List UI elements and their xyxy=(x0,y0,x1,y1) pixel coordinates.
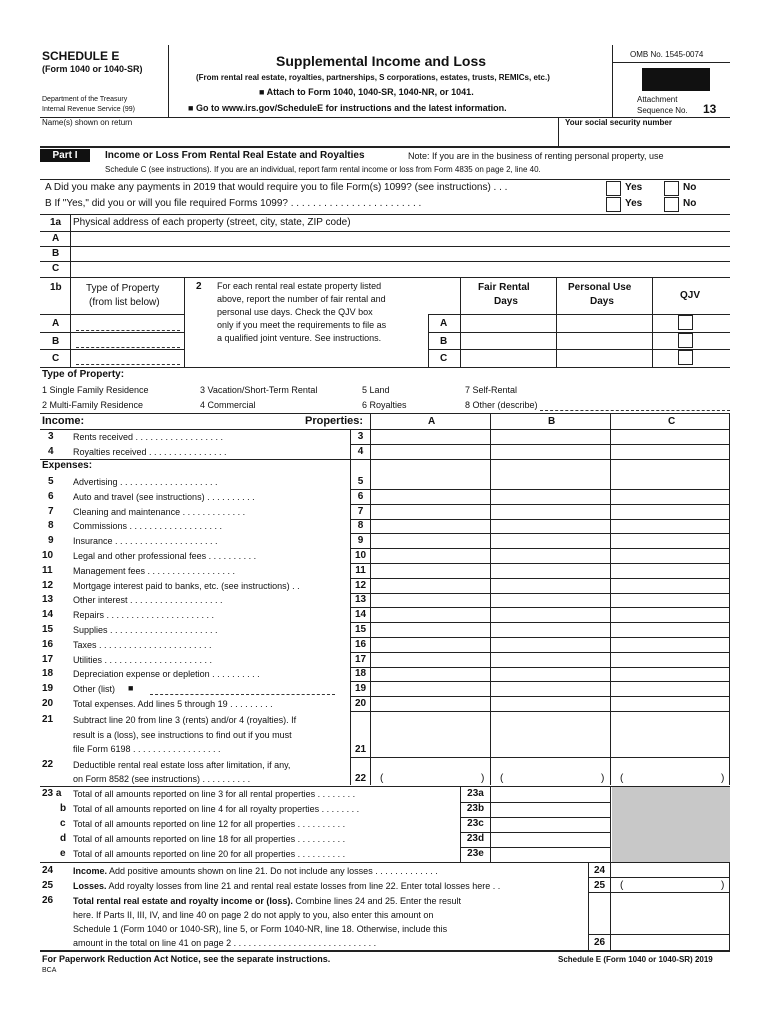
year-block xyxy=(642,68,710,91)
line-21-text-3: file Form 6198 . . . . . . . . . . . . . . . . . . xyxy=(73,744,221,754)
line-13-label: Other interest . . . . . . . . . . . . . . . . . . . xyxy=(73,595,223,605)
line-8-number: 8 xyxy=(48,520,54,531)
open-paren: ( xyxy=(620,880,624,891)
personal-use-days-header: Days xyxy=(590,296,614,307)
fair-rental-header: Fair Rental xyxy=(478,282,530,293)
line-6-box: 6 xyxy=(357,491,364,502)
row-label-b: B xyxy=(52,248,60,259)
line-15-label: Supplies . . . . . . . . . . . . . . . . . . . . . . xyxy=(73,625,218,635)
line-17-label: Utilities . . . . . . . . . . . . . . . . . . . . . . xyxy=(73,655,213,665)
sequence-number: 13 xyxy=(703,102,717,116)
property-type-6: 6 Royalties xyxy=(362,400,407,410)
line-22-box: 22 xyxy=(354,773,367,784)
personal-use-header: Personal Use xyxy=(568,282,632,293)
line-14-box: 14 xyxy=(354,609,367,620)
line-23c-label: Total of all amounts reported on line 12 for all properties . . . . . . . . . . xyxy=(73,819,346,829)
line-18-a-field[interactable] xyxy=(372,667,488,681)
line-26-number: 26 xyxy=(42,895,54,906)
line-1b-number: 1b xyxy=(50,282,62,293)
line-23e-field[interactable] xyxy=(492,848,608,862)
line-16-label: Taxes . . . . . . . . . . . . . . . . . . . . . . . xyxy=(73,640,212,650)
line-17-number: 17 xyxy=(42,654,54,665)
line-14-number: 14 xyxy=(42,609,54,620)
property-type-2: 2 Multi-Family Residence xyxy=(42,400,144,410)
line-26-text-1: Total rental real estate and royalty income or (loss). Combine lines 24 and 25. Enter the result xyxy=(73,896,462,906)
line-5-number: 5 xyxy=(48,476,54,487)
line-15-number: 15 xyxy=(42,624,54,635)
line-21-number: 21 xyxy=(42,714,54,725)
line-5-c-field[interactable] xyxy=(612,475,728,489)
yes-label: Yes xyxy=(625,182,643,193)
type-of-property-label: Type of Property xyxy=(86,283,160,294)
line-24-field[interactable] xyxy=(612,863,728,877)
column-a-header: A xyxy=(428,416,436,427)
line-2-text-5: a qualified joint venture. See instructions. xyxy=(217,333,382,343)
line-23d-number: d xyxy=(60,833,67,844)
shaded-area xyxy=(612,787,730,862)
line-24-number: 24 xyxy=(42,865,54,876)
line-15-c-field[interactable] xyxy=(612,623,728,637)
row-label-a: A xyxy=(52,233,60,244)
department-label: Department of the Treasury xyxy=(42,96,128,103)
property-type-1: 1 Single Family Residence xyxy=(42,385,149,395)
line-11-b-field[interactable] xyxy=(492,564,608,578)
part-note-continued: Schedule C (see instructions). If you are an individual, report farm rental income or loss from Form 4835 on page 2, line 40. xyxy=(105,165,541,174)
line-4-c-field[interactable] xyxy=(612,445,728,459)
line-16-number: 16 xyxy=(42,639,54,650)
line-7-a-field[interactable] xyxy=(372,505,488,519)
line-2-text-4: only if you meet the requirements to file as xyxy=(217,320,387,330)
qjv-b-checkbox[interactable] xyxy=(678,333,693,348)
property-type-3: 3 Vacation/Short-Term Rental xyxy=(200,385,318,395)
form-subtitle: (From rental real estate, royalties, partnerships, S corporations, estates, trusts, REMICs, etc.) xyxy=(196,73,550,82)
from-list-label: (from list below) xyxy=(89,297,160,308)
line-23e-label: Total of all amounts reported on line 20 for all properties . . . . . . . . . . xyxy=(73,849,346,859)
line-8-a-field[interactable] xyxy=(372,519,488,533)
line-1a-label: Physical address of each property (street, city, state, ZIP code) xyxy=(73,217,351,228)
line-8-label: Commissions . . . . . . . . . . . . . . . . . . . xyxy=(73,521,223,531)
address-b-field[interactable] xyxy=(74,247,728,261)
line-17-c-field[interactable] xyxy=(612,653,728,667)
line-16-c-field[interactable] xyxy=(612,638,728,652)
line-12-box: 12 xyxy=(354,580,367,591)
line-23c-box: 23c xyxy=(467,818,484,829)
fair-rental-days-c-field[interactable] xyxy=(462,350,554,364)
line-4-a-field[interactable] xyxy=(372,445,488,459)
fair-rental-days-b-field[interactable] xyxy=(462,333,554,347)
open-paren: ( xyxy=(620,773,624,784)
line-16-b-field[interactable] xyxy=(492,638,608,652)
line-8-box: 8 xyxy=(357,520,364,531)
line-23c-number: c xyxy=(60,818,66,829)
line-23b-box: 23b xyxy=(466,803,485,814)
line-13-box: 13 xyxy=(354,594,367,605)
row-label-b: B xyxy=(52,336,60,347)
line-7-number: 7 xyxy=(48,506,54,517)
line-3-c-field[interactable] xyxy=(612,430,728,444)
line-26-text-2: here. If Parts II, III, IV, and line 40 on page 2 do not apply to you, also enter this amount on xyxy=(73,910,434,920)
line-10-c-field[interactable] xyxy=(612,549,728,563)
part-note: Note: If you are in the business of renting personal property, use xyxy=(408,151,664,161)
line-19-box: 19 xyxy=(354,683,367,694)
line-18-box: 18 xyxy=(354,668,367,679)
line-10-b-field[interactable] xyxy=(492,549,608,563)
line-18-c-field[interactable] xyxy=(612,667,728,681)
other-list-field[interactable] xyxy=(150,694,335,695)
line-20-box: 20 xyxy=(354,698,367,709)
row-label-c: C xyxy=(52,353,60,364)
line-9-label: Insurance . . . . . . . . . . . . . . . . . . . . . xyxy=(73,536,218,546)
line-19-a-field[interactable] xyxy=(372,682,488,696)
line-21-c-field[interactable] xyxy=(612,740,728,754)
line-3-number: 3 xyxy=(48,431,54,442)
line-19-b-field[interactable] xyxy=(492,682,608,696)
row-label-c: C xyxy=(440,353,448,364)
goto-instruction: ■ Go to www.irs.gov/ScheduleE for instructions and the latest information. xyxy=(188,103,507,113)
line-23a-label: Total of all amounts reported on line 3 for all rental properties . . . . . . . . xyxy=(73,789,356,799)
line-3-b-field[interactable] xyxy=(492,430,608,444)
line-25-field[interactable] xyxy=(626,878,718,892)
no-label: No xyxy=(683,182,697,193)
line-22-text-1: Deductible rental real estate loss after limitation, if any, xyxy=(73,760,291,770)
line-6-a-field[interactable] xyxy=(372,490,488,504)
line-13-c-field[interactable] xyxy=(612,593,728,607)
line-3-label: Rents received . . . . . . . . . . . . . . . . . . xyxy=(73,432,224,442)
line-2-number: 2 xyxy=(196,281,202,292)
line-5-a-field[interactable] xyxy=(372,475,488,489)
line-5-label: Advertising . . . . . . . . . . . . . . . . . . . . xyxy=(73,477,218,487)
line-20-b-field[interactable] xyxy=(492,697,608,711)
line-9-a-field[interactable] xyxy=(372,534,488,548)
ssn-label: Your social security number xyxy=(565,118,672,127)
line-11-box: 11 xyxy=(355,565,366,576)
close-paren: ) xyxy=(721,773,725,784)
line-17-b-field[interactable] xyxy=(492,653,608,667)
line-23d-field[interactable] xyxy=(492,833,608,847)
line-9-c-field[interactable] xyxy=(612,534,728,548)
line-9-b-field[interactable] xyxy=(492,534,608,548)
omb-number: OMB No. 1545-0074 xyxy=(630,50,704,59)
question-b: B If "Yes," did you or will you file required Forms 1099? . . . . . . . . . . . . . . . . . . . . . . . . xyxy=(45,198,422,209)
line-22-number: 22 xyxy=(42,759,54,770)
line-7-label: Cleaning and maintenance . . . . . . . . . . . . . xyxy=(73,507,246,517)
line-6-c-field[interactable] xyxy=(612,490,728,504)
line-2-text-3: personal use days. Check the QJV box xyxy=(217,307,373,317)
close-paren: ) xyxy=(721,880,725,891)
line-7-b-field[interactable] xyxy=(492,505,608,519)
bca-label: BCA xyxy=(42,967,57,974)
form-identifier: Schedule E (Form 1040 or 1040-SR) 2019 xyxy=(558,955,713,964)
line-23b-field[interactable] xyxy=(492,803,608,817)
line-11-label: Management fees . . . . . . . . . . . . . . . . . . xyxy=(73,566,236,576)
property-type-8: 8 Other (describe) xyxy=(465,400,538,410)
line-23b-label: Total of all amounts reported on line 4 for all royalty properties . . . . . . . . xyxy=(73,804,360,814)
line-23b-number: b xyxy=(60,803,67,814)
main-title: Supplemental Income and Loss xyxy=(276,53,487,69)
line-7-box: 7 xyxy=(357,506,364,517)
line-6-number: 6 xyxy=(48,491,54,502)
sequence-label: Sequence No. xyxy=(637,106,688,115)
line-22-b-field[interactable] xyxy=(506,771,598,785)
property-type-c-field[interactable] xyxy=(76,364,180,365)
line-19-label: Other (list) xyxy=(73,684,116,694)
square-bullet-icon: ■ xyxy=(259,87,265,97)
line-26-text-3: Schedule 1 (Form 1040 or 1040-SR), line 5, or Form 1040-NR, line 18. Otherwise, include this xyxy=(73,924,448,934)
line-24-box: 24 xyxy=(593,865,606,876)
line-13-number: 13 xyxy=(42,594,54,605)
line-4-label: Royalties received . . . . . . . . . . . . . . . . xyxy=(73,447,227,457)
close-paren: ) xyxy=(601,773,605,784)
personal-use-days-b-field[interactable] xyxy=(558,333,650,347)
schedule-title: SCHEDULE E xyxy=(42,49,120,63)
line-4-number: 4 xyxy=(48,446,54,457)
line-21-text-2: result is a (loss), see instructions to find out if you must xyxy=(73,730,292,740)
line-11-a-field[interactable] xyxy=(372,564,488,578)
line-23d-label: Total of all amounts reported on line 18 for all properties . . . . . . . . . . xyxy=(73,834,346,844)
open-paren: ( xyxy=(380,773,384,784)
question-a-no-checkbox[interactable] xyxy=(664,181,679,196)
line-2-text-2: above, report the number of fair rental and xyxy=(217,294,386,304)
yes-label: Yes xyxy=(625,198,643,209)
row-label-b: B xyxy=(440,336,448,347)
line-14-a-field[interactable] xyxy=(372,608,488,622)
names-label: Name(s) shown on return xyxy=(42,118,133,127)
line-23a-box: 23a xyxy=(467,788,484,799)
line-21-text-1: Subtract line 20 from line 3 (rents) and/or 4 (royalties). If xyxy=(73,715,297,725)
line-26-field[interactable] xyxy=(612,934,728,948)
line-22-a-field[interactable] xyxy=(386,771,478,785)
question-a: A Did you make any payments in 2019 that would require you to file Form(s) 1099? (see instructions) . . . xyxy=(45,182,508,193)
line-23c-field[interactable] xyxy=(492,818,608,832)
names-field[interactable] xyxy=(42,128,552,144)
line-10-number: 10 xyxy=(42,550,54,561)
line-20-c-field[interactable] xyxy=(612,697,728,711)
square-bullet-icon: ■ xyxy=(188,103,194,113)
line-8-b-field[interactable] xyxy=(492,519,608,533)
part-title: Income or Loss From Rental Real Estate and Royalties xyxy=(105,150,365,161)
no-label: No xyxy=(683,198,697,209)
line-18-label: Depreciation expense or depletion . . . . . . . . . . xyxy=(73,669,260,679)
property-type-4: 4 Commercial xyxy=(200,400,256,410)
line-3-box: 3 xyxy=(357,431,364,442)
fair-rental-days-header: Days xyxy=(494,296,518,307)
line-6-label: Auto and travel (see instructions) . . . . . . . . . . xyxy=(73,492,255,502)
line-14-label: Repairs . . . . . . . . . . . . . . . . . . . . . . xyxy=(73,610,215,620)
line-9-number: 9 xyxy=(48,535,54,546)
line-25-box: 25 xyxy=(593,880,606,891)
line-21-a-field[interactable] xyxy=(372,740,488,754)
fair-rental-days-a-field[interactable] xyxy=(462,315,554,329)
line-15-a-field[interactable] xyxy=(372,623,488,637)
line-20-a-field[interactable] xyxy=(372,697,488,711)
line-23e-box: 23e xyxy=(467,848,484,859)
line-21-box: 21 xyxy=(354,744,367,755)
line-10-box: 10 xyxy=(354,550,367,561)
line-16-a-field[interactable] xyxy=(372,638,488,652)
line-20-label: Total expenses. Add lines 5 through 19 . . . . . . . . . xyxy=(73,699,273,709)
square-bullet-icon: ■ xyxy=(128,683,134,693)
line-4-b-field[interactable] xyxy=(492,445,608,459)
attach-instruction: ■ Attach to Form 1040, 1040-SR, 1040-NR, or 1041. xyxy=(259,87,474,97)
line-23d-box: 23d xyxy=(466,833,485,844)
row-label-a: A xyxy=(52,318,60,329)
line-2-text-1: For each rental real estate property listed xyxy=(217,281,382,291)
line-26-box: 26 xyxy=(593,937,606,948)
attachment-label: Attachment xyxy=(637,95,678,104)
line-24-label: Income. Add positive amounts shown on line 21. Do not include any losses . . . . . . . . . . . . . xyxy=(73,866,438,876)
line-10-label: Legal and other professional fees . . . . . . . . . . xyxy=(73,551,257,561)
line-7-c-field[interactable] xyxy=(612,505,728,519)
part-label: Part I xyxy=(40,149,90,162)
income-heading: Income: xyxy=(42,415,85,427)
line-14-b-field[interactable] xyxy=(492,608,608,622)
address-a-field[interactable] xyxy=(74,232,728,246)
question-b-yes-checkbox[interactable] xyxy=(606,197,621,212)
properties-heading: Properties: xyxy=(305,415,364,427)
question-b-no-checkbox[interactable] xyxy=(664,197,679,212)
line-4-box: 4 xyxy=(357,446,364,457)
line-20-number: 20 xyxy=(42,698,54,709)
personal-use-days-c-field[interactable] xyxy=(558,350,650,364)
column-c-header: C xyxy=(668,416,676,427)
address-c-field[interactable] xyxy=(74,262,728,276)
other-describe-field[interactable] xyxy=(540,410,730,411)
line-25-label: Losses. Add royalty losses from line 21 and rental real estate losses from line 22. Enter total losses here . . xyxy=(73,881,501,891)
line-8-c-field[interactable] xyxy=(612,519,728,533)
property-type-7: 7 Self-Rental xyxy=(465,385,518,395)
line-19-c-field[interactable] xyxy=(612,682,728,696)
line-12-c-field[interactable] xyxy=(612,579,728,593)
line-18-number: 18 xyxy=(42,668,54,679)
paperwork-notice: For Paperwork Reduction Act Notice, see the separate instructions. xyxy=(42,954,331,964)
row-label-a: A xyxy=(440,318,448,329)
line-11-c-field[interactable] xyxy=(612,564,728,578)
open-paren: ( xyxy=(500,773,504,784)
line-23e-number: e xyxy=(60,848,66,859)
close-paren: ) xyxy=(481,773,485,784)
line-22-text-2: on Form 8582 (see instructions) . . . . . . . . . . xyxy=(73,774,251,784)
line-12-b-field[interactable] xyxy=(492,579,608,593)
line-17-box: 17 xyxy=(354,654,367,665)
personal-use-days-a-field[interactable] xyxy=(558,315,650,329)
line-26-text-4: amount in the total on line 41 on page 2 . . . . . . . . . . . . . . . . . . . . . . . . . . . . . xyxy=(73,938,377,948)
line-21-b-field[interactable] xyxy=(492,740,608,754)
line-25-number: 25 xyxy=(42,880,54,891)
column-b-header: B xyxy=(548,416,556,427)
line-6-b-field[interactable] xyxy=(492,490,608,504)
line-14-c-field[interactable] xyxy=(612,608,728,622)
expenses-heading: Expenses: xyxy=(42,460,93,471)
line-23a-number: 23 a xyxy=(42,788,62,799)
line-3-a-field[interactable] xyxy=(372,430,488,444)
form-reference: (Form 1040 or 1040-SR) xyxy=(42,64,143,74)
line-19-number: 19 xyxy=(42,683,54,694)
irs-label: Internal Revenue Service (99) xyxy=(42,106,135,113)
question-a-yes-checkbox[interactable] xyxy=(606,181,621,196)
line-9-box: 9 xyxy=(357,535,364,546)
line-22-c-field[interactable] xyxy=(626,771,718,785)
line-1a-number: 1a xyxy=(50,217,62,228)
property-type-5: 5 Land xyxy=(362,385,390,395)
line-15-box: 15 xyxy=(354,624,367,635)
line-13-a-field[interactable] xyxy=(372,593,488,607)
line-10-a-field[interactable] xyxy=(372,549,488,563)
qjv-a-checkbox[interactable] xyxy=(678,315,693,330)
row-label-c: C xyxy=(52,263,60,274)
line-18-b-field[interactable] xyxy=(492,667,608,681)
type-of-property-heading: Type of Property: xyxy=(42,369,125,380)
line-23a-field[interactable] xyxy=(492,788,608,802)
line-5-box: 5 xyxy=(357,476,364,487)
line-13-b-field[interactable] xyxy=(492,593,608,607)
line-16-box: 16 xyxy=(354,639,367,650)
ssn-field[interactable] xyxy=(562,128,728,144)
line-15-b-field[interactable] xyxy=(492,623,608,637)
property-type-a-field[interactable] xyxy=(76,330,180,331)
property-type-b-field[interactable] xyxy=(76,347,180,348)
qjv-header: QJV xyxy=(680,290,701,301)
line-12-a-field[interactable] xyxy=(372,579,488,593)
line-11-number: 11 xyxy=(42,565,53,576)
qjv-c-checkbox[interactable] xyxy=(678,350,693,365)
line-17-a-field[interactable] xyxy=(372,653,488,667)
line-12-number: 12 xyxy=(42,580,54,591)
line-5-b-field[interactable] xyxy=(492,475,608,489)
line-12-label: Mortgage interest paid to banks, etc. (see instructions) . . xyxy=(73,581,300,591)
